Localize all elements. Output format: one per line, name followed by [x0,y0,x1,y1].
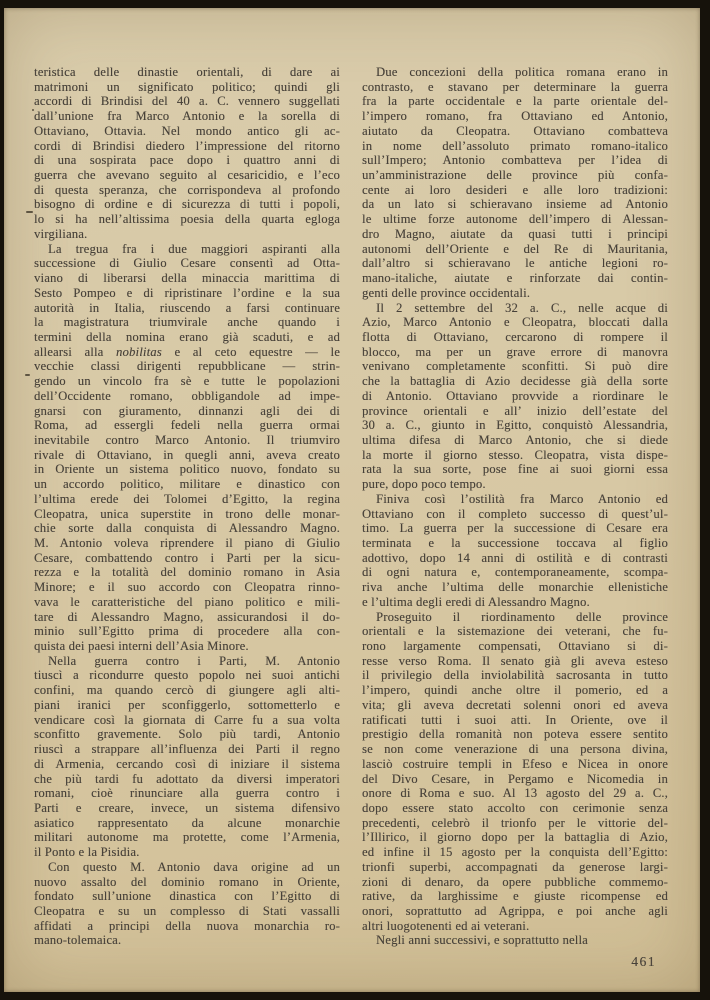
text-line: rono largamente compensati, Ottaviano si di- [362,639,668,654]
text-line: La tregua fra i due maggiori aspiranti alla [48,241,340,256]
text-line: l’Illirico, il giorno dopo per la battaglia di Azio, [362,830,668,845]
text-line: teristica delle dinastie orientali, di dare ai [34,65,340,79]
text-line: Sesto Pompeo e di ripristinare l’ordine e la sua [34,285,340,300]
text-line: Cleopatra e su un complesso di Stati vassalli [34,903,340,918]
text-line: Negli anni successivi, e soprattutto nella [376,933,588,948]
text-line: di una sospirata pace dopo i quattro anni di [34,153,340,168]
text-line: prestigio della romanità non poteva essere sentito [362,727,668,742]
text-line: resse verso Roma. Il senato già gli aveva esteso [362,653,668,668]
text-line: gendo un vincolo fra sè e tutte le popolazioni [34,374,340,389]
text-line: un’amministrazione delle province più confa- [362,168,668,183]
text-line: autorità in Italia, riuscendo a farsi continuare [34,300,340,315]
text-line: Due concezioni della politica romana erano in [376,65,668,79]
text-line: Minore; e il suo accordo con Cleopatra rinno- [34,580,340,595]
text-line: allearsi alla nobilitas e al ceto equestre — le [34,344,340,359]
text-line: lo si ha nell’altissima poesia della quarta egloga [34,212,340,227]
text-line: minio sull’Egitto prima di procedere alla con- [34,624,340,639]
text-line: accordi di Brindisi del 40 a. C. vennero suggellati [34,94,340,109]
text-line: che più tardi fu adottato da diversi imperatori [34,771,340,786]
text-line: affidati a principi della nuova monarchia ro- [34,918,340,933]
text-line: asiatico rappresentato da alcune monarchie [34,815,340,830]
text-line: il privilegio della inviolabilità sacrosanta in tutto [362,668,668,683]
text-line: autonomi dell’Oriente e del Re di Mauritania, [362,241,668,256]
text-line: quista dei paesi interni dell’Asia Minore. [34,639,249,654]
text-line: trionfi superbi, accompagnati da generose largi- [362,859,668,874]
text-line: guerra che avevano seguito al cesaricidio, e l’eco [34,168,340,183]
text-line: bisogno di ordine e di sicurezza di tutti i popoli, [34,197,340,212]
text-line: se non come venerazione di una persona divina, [362,742,668,757]
text-line: Cesare, combattendo contro i Parti per la sicu- [34,550,340,565]
text-line: precedenti, celebrò il trionfo per le vittorie del- [362,815,668,830]
text-line: sull’Impero; Antonio combatteva per l’idea di [362,153,668,168]
text-line: vita; gli aveva decretati solenni onori ed aveva [362,697,668,712]
text-line: blocco, ma per un grave errore di manovra [362,344,668,359]
left-column [34,65,340,948]
text-line: contrasto, e stavano per determinare la guerra [362,79,668,94]
text-line: dall’unione fra Marco Antonio e la sorella di [34,109,340,124]
text-line: venivano completamente sconfitti. Si può dire [362,359,668,374]
text-line: un accordo politico, militare e dinastico con [34,477,340,492]
text-line: l’ultima erede dei Tolomei d’Egitto, la regina [34,491,340,506]
text-line: il Ponto e la Pisidia. [34,845,140,860]
page-number: 461 [631,954,656,969]
text-line: gnarsi con giuramento, dinnanzi agli dei di [34,403,340,418]
text-line: in Oriente un sistema politico nuovo, fondato su [34,462,340,477]
text-line: tiuscì a ricondurre questo popolo nei suoi antichi [34,668,340,683]
text-line: di questa speranza, che corrispondeva al profondo [34,182,340,197]
text-line: che la battaglia di Azio decidesse già della sorte [362,374,668,389]
text-line: matrimoni un significato politico; quindi gli [34,79,340,94]
text-line: e l’ultima degli eredi di Alessandro Magno. [362,594,590,609]
text-line: Con questo M. Antonio dava origine ad un [48,859,340,874]
text-line: le ultime forze autonome dell’impero di Alessan- [362,212,668,227]
text-line: Il 2 settembre del 32 a. C., nelle acque di [376,300,668,315]
text-line: dopo essere stato accolto con cerimonie senza [362,800,668,815]
ink-speck [32,109,34,111]
text-line: zioni di denaro, da opere pubbliche commemo- [362,874,668,889]
text-line: province orientali e all’ inizio dell’estate del [362,403,668,418]
text-line: viano di liberarsi della minaccia marittima di [34,271,340,286]
text-line: Nella guerra contro i Parti, M. Antonio [48,653,340,668]
text-line: successione di Giulio Cesare consentì ad Otta- [34,256,340,271]
text-line: confini, ma quando cercò di giungere agli alti- [34,683,340,698]
text-line: nuovo assalto del dominio romano in Oriente, [34,874,340,889]
text-line: sconfitto gravemente. Solo più tardi, Antonio [34,727,340,742]
text-line: la morte il giorno stesso. Cleopatra, vista dispe- [362,447,668,462]
text-line: onori, soprattutto ad Agrippa, e poi anche agli [362,903,668,918]
text-line: del Divo Cesare, in Pergamo e Nicomedia in [362,771,668,786]
text-line: inevitabile contro Marco Antonio. Il triumviro [34,432,340,447]
text-line: dell’Occidente romano, obbligandole ad impe- [34,388,340,403]
text-line: ed infine il 15 agosto per la conquista dell’Egitto: [362,845,668,860]
text-line: vava le caratteristiche del piano politico e mili- [34,594,340,609]
text-line: Ottaviano con il completo successo di quest’ul- [362,506,668,521]
text-line: ultima difesa di Marco Antonio, che si diede [362,432,668,447]
text-line: mano-tolemaica. [34,933,122,948]
text-line: romani, cioè rinunciare alla guerra contro i [34,786,340,801]
text-line: aiutato da Cleopatra. Ottaviano combatteva [362,123,668,138]
text-line: terminata e la successione toccava al figlio [362,536,668,550]
text-line: Parti e creare, invece, un sistema difensivo [34,800,340,815]
text-line: onore di Roma e suo. Al 13 agosto del 29 a. C., [362,786,668,801]
book-page [4,8,700,992]
text-line: vendicare così la giornata di Carre fu a sua volta [34,712,340,727]
text-line: rative, da larghissime e giuste ricompense ed [362,889,668,904]
text-line: 30 a. C., giunto in Egitto, conquistò Alessandria, [362,418,668,433]
text-line: termini della nomina erano già scaduti, e ad [34,329,340,344]
text-line: militari autonome ma protette, come l’Armenia, [34,830,340,845]
text-line: rezza e la totalità del dominio romano in Asia [34,565,340,580]
text-line: fra la parte occidentale e la parte orientale del- [362,94,668,109]
text-line: dro Magno, aiutate da quasi tutti i principi [362,226,668,241]
text-line: ratificati tutti i suoi atti. In Oriente, ove il [362,712,668,727]
text-line: rivale di Ottaviano, in quegli anni, aveva creato [34,447,340,462]
text-line: riva anche l’ultima delle monarchie ellenistiche [362,580,668,595]
text-line: di ogni natura e, contemporaneamente, scompa- [362,565,668,580]
text-line: da un lato si schieravano insieme ad Antonio [362,197,668,212]
text-line: Azio, Marco Antonio e Cleopatra, bloccati dalla [362,315,668,330]
text-line: di Antonio. Ottaviano provvide a riordinare le [362,388,668,403]
text-line: riuscì a strappare all’influenza dei Parti il regno [34,742,340,757]
text-line: di Armenia, cercando così di iniziare il sistema [34,756,340,771]
text-line: virgiliana. [34,226,88,241]
text-line: l’impero, quindi anche oltre il pomerio, ed a [362,683,668,698]
ink-speck [25,374,30,376]
text-line: timo. La guerra per la successione di Cesare era [362,521,668,536]
text-line: l’impero romano, fra Ottaviano ed Antonio, [362,109,668,124]
text-line: cente ai loro desideri e alle loro tradizioni: [362,182,668,197]
text-line: Ottaviano, Ottavia. Nel mondo antico gli ac- [34,123,340,138]
text-line: genti delle province occidentali. [362,285,531,300]
text-line: flotta di Ottaviano, cercarono di rompere il [362,329,668,344]
text-line: vecchie classi dirigenti repubblicane — strin- [34,359,340,374]
text-line: in nome dell’assoluto primato romano-italico [362,138,668,153]
text-line: Finiva così l’ostilità fra Marco Antonio ed [376,491,668,506]
text-line: altri luogotenenti ed ai veterani. [362,918,530,933]
text-line: Cleopatra, unica superstite in trono delle monar- [34,506,340,521]
text-line: orientali e la sistemazione dei veterani, che fu- [362,624,668,639]
text-line: la magistratura triumvirale anche quando i [34,315,340,330]
text-line: chie sorte dalla conquista di Alessandro Magno. [34,521,340,536]
text-line: fondato sull’unione dinastica con l’Egitto di [34,889,340,904]
text-line: pure, dopo poco tempo. [362,477,486,492]
text-line: rata la sua sorte, pose fine ai suoi giorni essa [362,462,668,477]
text-line: Proseguito il riordinamento delle province [376,609,668,624]
text-line: tare di Alessandro Magno, assicurandosi il do- [34,609,340,624]
text-line: cordi di Brindisi diedero l’impressione del ritorno [34,138,340,153]
text-line: mano-italiche, aiutate e rinforzate dai contin- [362,271,668,286]
text-line: M. Antonio voleva riprendere il piano di Giulio [34,536,340,550]
text-columns [34,65,668,948]
text-line: Roma, ad essergli fedeli nella guerra ormai [34,418,340,433]
text-line: adottivo, dopo 14 anni di ostilità e di contrasti [362,550,668,565]
right-column [362,65,668,948]
text-line: piani iranici per sconfiggerlo, sottometterlo e [34,697,340,712]
text-line: lasciò costruire templi in Efeso e Nicea in onore [362,756,668,771]
text-line: dall’altro si schieravano le antiche legioni ro- [362,256,668,271]
ink-speck [26,211,33,213]
